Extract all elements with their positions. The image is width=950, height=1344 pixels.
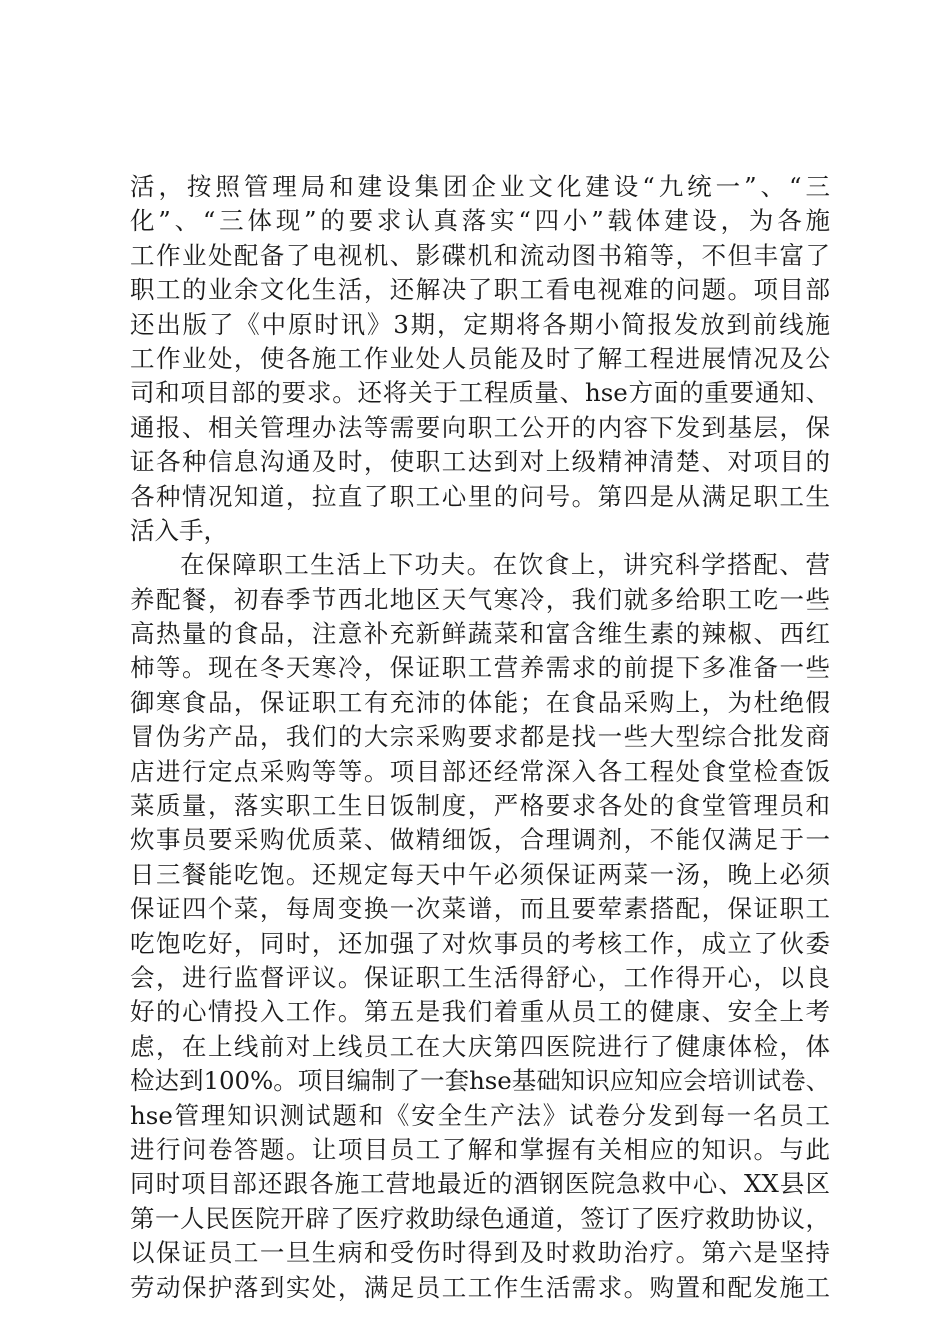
text-line: 日三餐能吃饱。还规定每天中午必须保证两菜一汤，晚上必须 [130,859,830,889]
text-line: 店进行定点采购等等。项目部还经常深入各工程处食堂检查饭 [130,756,830,786]
text-line: 菜质量，落实职工生日饭制度，严格要求各处的食堂管理员和 [130,791,830,821]
text-line: 以保证员工一旦生病和受伤时得到及时救助治疗。第六是坚持 [130,1238,830,1268]
text-line: 职工的业余文化生活，还解决了职工看电视难的问题。项目部 [130,275,830,305]
text-line: 会，进行监督评议。保证职工生活得舒心，工作得开心，以良 [130,962,830,992]
text-line: 通报、相关管理办法等需要向职工公开的内容下发到基层，保 [130,412,830,442]
text-line: 活，按照管理局和建设集团企业文化建设“九统一”、“三 [130,172,830,201]
text-line: 冒伪劣产品，我们的大宗采购要求都是找一些大型综合批发商 [130,722,830,752]
text-line: 吃饱吃好，同时，还加强了对炊事员的考核工作，成立了伙委 [130,928,830,958]
text-line: 虑，在上线前对上线员工在大庆第四医院进行了健康体检，体 [130,1031,830,1061]
text-line: 工作业处，使各施工作业处人员能及时了解工程进展情况及公 [130,343,830,373]
text-line: hse管理知识测试题和《安全生产法》试卷分发到每一名员工 [130,1100,830,1130]
text-line: 劳动保护落到实处，满足员工工作生活需求。购置和配发施工 [130,1272,830,1302]
text-line: 第一人民医院开辟了医疗救助绿色通道，签订了医疗救助协议， [130,1203,830,1233]
text-line: 工作业处配备了电视机、影碟机和流动图书箱等，不但丰富了 [130,240,830,270]
text-line: 进行问卷答题。让项目员工了解和掌握有关相应的知识。与此 [130,1134,830,1164]
text-line: 证各种信息沟通及时，使职工达到对上级精神清楚、对项目的 [130,447,830,477]
text-line: 在保障职工生活上下功夫。在饮食上，讲究科学搭配、营 [180,550,830,580]
text-line: 各种情况知道，拉直了职工心里的问号。第四是从满足职工生 [130,481,830,511]
text-line: 还出版了《中原时讯》3期，定期将各期小简报发放到前线施 [130,309,830,339]
text-line: 同时项目部还跟各施工营地最近的酒钢医院急救中心、XX县区 [130,1169,830,1199]
text-line: 活入手， [130,515,228,545]
text-line: 高热量的食品，注意补充新鲜蔬菜和富含维生素的辣椒、西红 [130,619,830,649]
text-line: 养配餐，初春季节西北地区天气寒冷，我们就多给职工吃一些 [130,584,830,614]
text-line: 司和项目部的要求。还将关于工程质量、hse方面的重要通知、 [130,378,830,408]
text-line: 柿等。现在冬天寒冷，保证职工营养需求的前提下多准备一些 [130,653,830,683]
document-body-text [130,170,830,1305]
text-line: 御寒食品，保证职工有充沛的体能；在食品采购上，为杜绝假 [130,687,830,717]
text-line: 好的心情投入工作。第五是我们着重从员工的健康、安全上考 [130,997,830,1027]
text-line: 炊事员要采购优质菜、做精细饭，合理调剂，不能仅满足于一 [130,825,830,855]
text-line: 保证四个菜，每周变换一次菜谱，而且要荤素搭配，保证职工 [130,894,830,924]
text-line: 化”、“三体现”的要求认真落实“四小”载体建设，为各施 [130,206,830,236]
text-line: 检达到100%。项目编制了一套hse基础知识应知应会培训试卷、 [130,1066,830,1096]
